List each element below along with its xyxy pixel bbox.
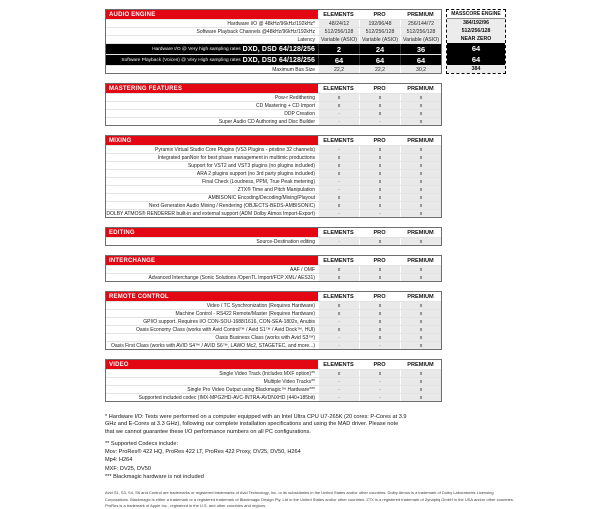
value-cell-pro: x xyxy=(359,274,400,281)
value-cell-elements: x xyxy=(318,302,359,309)
row-label-text: Software Playback Channels @48kHz/96kHz/192kHz xyxy=(196,28,315,35)
value-cell-premium: x xyxy=(400,162,441,169)
row-label xyxy=(106,342,318,349)
row-label xyxy=(106,386,318,393)
value-cell-premium: x xyxy=(400,178,441,185)
masscore-value: 384 xyxy=(447,65,505,73)
table-row xyxy=(106,317,441,325)
value-cell-premium: x xyxy=(400,370,441,377)
value-cell-elements: x xyxy=(318,202,359,209)
row-label-text: Oasis First Class (works with AVID S4™ / AVID S6™, LAWO Mc2, STAGETEC, and more...) xyxy=(110,342,315,349)
row-label-text: Multiple Video Tracks** xyxy=(263,378,315,385)
row-label-text: Integrated panNoir for best phase management in multimic productions xyxy=(157,154,315,161)
table-row xyxy=(106,385,441,393)
row-label-text: Machine Control - RS422 Remote/Master (Requires Hardware) xyxy=(175,310,315,317)
row-label xyxy=(106,146,318,153)
value-cell-pro: x xyxy=(359,310,400,317)
row-label xyxy=(106,102,318,109)
column-header-elements: ELEMENTS xyxy=(318,136,359,145)
value-cell-premium: x xyxy=(400,118,441,125)
row-label-text: Support for VST2 and VST3 plugins (no plugins included) xyxy=(187,162,315,169)
row-label-text: AMBISONIC Encoding/Decoding/Mixing/Playout xyxy=(208,194,315,201)
value-cell-pro: x xyxy=(359,94,400,101)
value-cell-premium: x xyxy=(400,186,441,193)
row-label-text: Hardware I/O @ Very high sampling rates xyxy=(152,46,241,52)
table-row xyxy=(106,333,441,341)
value-cell-premium: x xyxy=(400,94,441,101)
value-cell-elements: x xyxy=(318,194,359,201)
value-cell-premium: x xyxy=(400,210,441,217)
value-cell-elements: - xyxy=(318,110,359,117)
section-header-row xyxy=(106,292,441,301)
value-cell-pro: 24 xyxy=(359,44,400,54)
value-cell-premium: 64 xyxy=(400,55,441,65)
value-cell-pro: - xyxy=(359,210,400,217)
value-cell-premium: x xyxy=(400,394,441,401)
value-cell-elements: - xyxy=(318,186,359,193)
value-cell-elements: 64 xyxy=(318,55,359,65)
row-label xyxy=(106,210,318,217)
row-label-text: Maximum Bus Size xyxy=(272,66,315,73)
section-title: INTERCHANGE xyxy=(106,256,318,265)
value-cell-elements: - xyxy=(318,378,359,385)
value-cell-elements: - xyxy=(318,118,359,125)
row-label xyxy=(106,28,318,35)
row-label-text: Video / TC Synchronization (Requires Hardware) xyxy=(206,302,315,309)
masscore-header: MASSCORE ENGINE xyxy=(447,10,505,19)
value-cell-premium: x xyxy=(400,386,441,393)
row-label-text: Oasis Economy Class (works with Avid Control™ / Avid S1™ / Avid Dock™, HUI) xyxy=(136,326,315,333)
value-cell-pro: - xyxy=(359,342,400,349)
value-cell-premium: x xyxy=(400,102,441,109)
masscore-column xyxy=(446,9,506,74)
section-header-row xyxy=(106,136,441,145)
row-label-text: Pow-r Redithering xyxy=(274,94,315,101)
value-cell-premium: 30,2 xyxy=(400,66,441,73)
value-cell-elements: 22,2 xyxy=(318,66,359,73)
table-row xyxy=(106,377,441,385)
value-cell-pro: x xyxy=(359,102,400,109)
row-label xyxy=(106,274,318,281)
footnote-line: ** Supported Codecs include: xyxy=(105,440,179,447)
table-row xyxy=(106,27,441,35)
masscore-value: NEAR ZERO xyxy=(447,35,505,43)
table-row xyxy=(106,117,441,125)
row-label-text: ZTX® Time and Pitch Manipulation xyxy=(237,186,315,193)
row-label-text: DOLBY ATMOS® RENDERER built-in and external support (ADM Dolby Atmos Import-Export) xyxy=(106,210,315,217)
table-row xyxy=(106,93,441,101)
table-row xyxy=(106,43,441,54)
row-label-text: Single Video Track (Includes MXF option)** xyxy=(219,370,315,377)
table-row xyxy=(106,201,441,209)
value-cell-elements: - xyxy=(318,210,359,217)
footnote-line: MXF: DV25, DV50 xyxy=(105,465,152,472)
row-label xyxy=(106,318,318,325)
table-row xyxy=(106,65,441,73)
footnote-line: Mp4: H264 xyxy=(105,457,133,464)
row-label-text: ARA 2 plugins support (no 3rd party plugins included) xyxy=(196,170,315,177)
table-row xyxy=(106,209,441,217)
row-label xyxy=(106,110,318,117)
column-header-premium: PREMIUM xyxy=(400,256,441,265)
section-mixing xyxy=(105,135,610,218)
section-title: MASTERING FEATURES xyxy=(106,84,318,93)
row-label xyxy=(106,394,318,401)
column-header-elements: ELEMENTS xyxy=(318,256,359,265)
value-cell-elements: - xyxy=(318,334,359,341)
row-label xyxy=(106,238,318,245)
value-cell-elements: x xyxy=(318,102,359,109)
section-audio-engine xyxy=(105,9,610,74)
section-interchange xyxy=(105,255,610,282)
section-table xyxy=(105,227,442,246)
section-table xyxy=(105,359,442,402)
row-label-text: Oasis Business Class (works with Avid S3™) xyxy=(215,334,315,341)
value-cell-premium: x xyxy=(400,378,441,385)
row-label xyxy=(106,55,318,65)
masscore-value: 512/256/128 xyxy=(447,27,505,35)
section-title: REMOTE CONTROL xyxy=(106,292,318,301)
table-row xyxy=(106,169,441,177)
value-cell-elements: Variable (ASIO) xyxy=(318,36,359,43)
table-row xyxy=(106,185,441,193)
section-title: MIXING xyxy=(106,136,318,145)
value-cell-premium: x xyxy=(400,194,441,201)
table-row xyxy=(106,369,441,377)
legal-text: Avid S1, S3, S4, S6 and Control are trademarks or registered trademarks of Avid Technology, Inc. or its subsidiaries in the United States and/or other countries. Dolby Atmos is a trademark of Dolby Laboratories Licensing Corporations. Blackmagic is either a trademark or a registered trademark of Blackmagic Design Pty. Ltd in the United States and/or other countries. ZTX is a registered trademark of Zynaptiq GmbH in the USA and/or other countries. ProRes is a trademark of Apple Inc., registered in the U.S. and other countries and regions. xyxy=(105,490,515,508)
row-label xyxy=(106,66,318,73)
masscore-value: 64 xyxy=(447,54,505,65)
row-label xyxy=(106,44,318,54)
table-row xyxy=(106,35,441,43)
value-cell-premium: x xyxy=(400,342,441,349)
row-label-text: Hardware I/O @ 48kHz/96kHz/192kHz* xyxy=(227,20,315,27)
table-row xyxy=(106,54,441,65)
value-cell-pro: Variable (ASIO) xyxy=(359,36,400,43)
footnote-line: Mov: ProRes® 422 HQ, ProRes 422 LT, ProRes 422 Proxy, DV25, DV50, H264 xyxy=(105,449,301,456)
value-cell-elements: - xyxy=(318,318,359,325)
row-label-text: Final Check (Loudness, PPM, True Peak metering) xyxy=(202,178,315,185)
row-label xyxy=(106,162,318,169)
row-label xyxy=(106,266,318,273)
row-label-text: Super Audio CD Authoring and Disc Builder xyxy=(218,118,315,125)
value-cell-pro: 64 xyxy=(359,55,400,65)
column-header-pro: PRO xyxy=(359,10,400,19)
value-cell-premium: x xyxy=(400,274,441,281)
value-cell-pro: x xyxy=(359,202,400,209)
value-cell-premium: x xyxy=(400,310,441,317)
table-row xyxy=(106,237,441,245)
table-row xyxy=(106,193,441,201)
value-cell-pro: x xyxy=(359,238,400,245)
value-cell-pro: 512/256/128 xyxy=(359,28,400,35)
value-cell-pro: x xyxy=(359,110,400,117)
section-editing xyxy=(105,227,610,246)
row-label xyxy=(106,178,318,185)
value-cell-pro: x xyxy=(359,154,400,161)
column-header-pro: PRO xyxy=(359,84,400,93)
table-row xyxy=(106,325,441,333)
column-header-elements: ELEMENTS xyxy=(318,360,359,369)
row-label-text: Latency xyxy=(297,36,315,43)
column-header-pro: PRO xyxy=(359,360,400,369)
value-cell-pro: 22,2 xyxy=(359,66,400,73)
value-cell-elements: x xyxy=(318,310,359,317)
table-row xyxy=(106,301,441,309)
masscore-value: 64 xyxy=(447,43,505,54)
value-cell-pro: - xyxy=(359,386,400,393)
row-label-text: Source-Destination editing xyxy=(256,238,315,245)
value-cell-elements: - xyxy=(318,238,359,245)
row-label xyxy=(106,186,318,193)
row-label xyxy=(106,302,318,309)
row-label-text: Supported included codec (IMX-MPG2HD-AVC-INTRA-AVDNXHD (440+185bit) xyxy=(138,394,315,401)
value-cell-elements: x xyxy=(318,94,359,101)
table-row xyxy=(106,101,441,109)
value-cell-pro: - xyxy=(359,378,400,385)
column-header-premium: PREMIUM xyxy=(400,360,441,369)
row-label-text: CD Mastering + CD Import xyxy=(255,102,315,109)
value-cell-premium: x xyxy=(400,318,441,325)
section-header-row xyxy=(106,360,441,369)
section-mastering-features xyxy=(105,83,610,126)
column-header-pro: PRO xyxy=(359,136,400,145)
column-header-elements: ELEMENTS xyxy=(318,292,359,301)
row-label-text: GPI/O support. Requires I/O CON-SOU-1688/1616, CON-SEA-1802x, Anubis xyxy=(143,318,315,325)
value-cell-pro: x xyxy=(359,170,400,177)
value-cell-pro: - xyxy=(359,394,400,401)
row-label-text: Software Playback (Voices) @ Very High sampling rates xyxy=(121,57,241,63)
row-label xyxy=(106,194,318,201)
row-label xyxy=(106,202,318,209)
value-cell-pro: x xyxy=(359,334,400,341)
comparison-sections xyxy=(105,9,610,402)
value-cell-premium: x xyxy=(400,154,441,161)
value-cell-premium: x xyxy=(400,326,441,333)
table-row xyxy=(106,177,441,185)
value-cell-elements: 512/256/128 xyxy=(318,28,359,35)
value-cell-pro: x xyxy=(359,266,400,273)
row-label-text: Advanced Interchange (Sonic Solutions /OpenTL Import/FCP XML/ AES31) xyxy=(148,274,315,281)
value-cell-premium: x xyxy=(400,238,441,245)
column-header-pro: PRO xyxy=(359,256,400,265)
value-cell-elements: x xyxy=(318,326,359,333)
section-table xyxy=(105,83,442,126)
table-row xyxy=(106,145,441,153)
row-label xyxy=(106,370,318,377)
footnotes xyxy=(105,414,407,481)
value-cell-elements: - xyxy=(318,146,359,153)
column-header-pro: PRO xyxy=(359,228,400,237)
row-label-text: AAF / OMF xyxy=(290,266,315,273)
value-cell-elements: - xyxy=(318,178,359,185)
column-header-premium: PREMIUM xyxy=(400,136,441,145)
section-title: AUDIO ENGINE xyxy=(106,10,318,19)
section-title: EDITING xyxy=(106,228,318,237)
value-cell-elements: x xyxy=(318,274,359,281)
value-cell-elements: - xyxy=(318,342,359,349)
row-label xyxy=(106,334,318,341)
column-header-elements: ELEMENTS xyxy=(318,10,359,19)
section-header-row xyxy=(106,84,441,93)
masscore-value: 384/192/96 xyxy=(447,19,505,27)
value-cell-premium: Variable (ASIO) xyxy=(400,36,441,43)
value-cell-premium: x xyxy=(400,170,441,177)
value-cell-premium: x xyxy=(400,266,441,273)
value-cell-premium: 36 xyxy=(400,44,441,54)
section-header-row xyxy=(106,228,441,237)
table-row xyxy=(106,393,441,401)
row-label-text: Next Generation Audio Mixing / Rendering (OBJECTS-BEDS-AMBISONIC) xyxy=(148,202,315,209)
section-table xyxy=(105,135,442,218)
value-cell-premium: x xyxy=(400,146,441,153)
value-cell-elements: - xyxy=(318,394,359,401)
row-label-text: DDP Creation xyxy=(284,110,315,117)
value-cell-premium: 512/256/128 xyxy=(400,28,441,35)
row-label xyxy=(106,154,318,161)
table-row xyxy=(106,309,441,317)
table-row xyxy=(106,265,441,273)
value-cell-pro: x xyxy=(359,178,400,185)
value-cell-premium: x xyxy=(400,110,441,117)
footnote-line: * Hardware I/O: Tests were performed on a computer equipped with an Intel Ultra CPU U7-265K (20 cores: P-Cores at 3.9 GHz and E-Cores at 3.3 GHz), following our complete installation specifications and using the MAD driver. Please note that we cannot guarantee these I/O performance numbers on all PC configurations. xyxy=(105,414,407,435)
value-cell-premium: x xyxy=(400,202,441,209)
row-label xyxy=(106,20,318,27)
row-label xyxy=(106,118,318,125)
value-cell-pro: x xyxy=(359,162,400,169)
table-row xyxy=(106,273,441,281)
column-header-elements: ELEMENTS xyxy=(318,228,359,237)
row-label xyxy=(106,378,318,385)
column-header-premium: PREMIUM xyxy=(400,228,441,237)
value-cell-premium: x xyxy=(400,334,441,341)
column-header-pro: PRO xyxy=(359,292,400,301)
value-cell-pro: x xyxy=(359,194,400,201)
value-cell-pro: x xyxy=(359,370,400,377)
section-table xyxy=(105,291,442,350)
column-header-premium: PREMIUM xyxy=(400,10,441,19)
row-label xyxy=(106,36,318,43)
value-cell-premium: 256/144/72 xyxy=(400,20,441,27)
row-label-highlight: DXD, DSD 64/128/256 xyxy=(242,45,315,53)
section-table xyxy=(105,255,442,282)
row-label xyxy=(106,310,318,317)
value-cell-pro: x xyxy=(359,318,400,325)
table-row xyxy=(106,153,441,161)
row-label-text: Single Pro Video Output using Blackmagic™ Hardware*** xyxy=(187,386,315,393)
column-header-elements: ELEMENTS xyxy=(318,84,359,93)
footnote-line: *** Blackmagic hardware is not included xyxy=(105,473,204,480)
row-label-text: Pyramix Virtual Studio Core Plugins (VS3 Plugins - pristine 32 channels) xyxy=(155,146,315,153)
value-cell-elements: x xyxy=(318,170,359,177)
value-cell-elements: x xyxy=(318,162,359,169)
value-cell-elements: - xyxy=(318,386,359,393)
table-row xyxy=(106,341,441,349)
value-cell-pro: x xyxy=(359,186,400,193)
row-label-highlight: DXD, DSD 64/128/256 xyxy=(242,56,315,64)
section-video xyxy=(105,359,610,402)
value-cell-elements: 48/24/12 xyxy=(318,20,359,27)
value-cell-elements: x xyxy=(318,266,359,273)
value-cell-pro: x xyxy=(359,326,400,333)
value-cell-elements: x xyxy=(318,370,359,377)
section-table xyxy=(105,9,442,74)
section-header-row xyxy=(106,256,441,265)
table-row xyxy=(106,109,441,117)
section-remote-control xyxy=(105,291,610,350)
column-header-premium: PREMIUM xyxy=(400,84,441,93)
value-cell-pro: - xyxy=(359,118,400,125)
section-title: VIDEO xyxy=(106,360,318,369)
value-cell-pro: 192/96/48 xyxy=(359,20,400,27)
row-label xyxy=(106,326,318,333)
table-row xyxy=(106,19,441,27)
value-cell-pro: x xyxy=(359,302,400,309)
value-cell-elements: x xyxy=(318,154,359,161)
column-header-premium: PREMIUM xyxy=(400,292,441,301)
row-label xyxy=(106,170,318,177)
value-cell-premium: x xyxy=(400,302,441,309)
table-row xyxy=(106,161,441,169)
value-cell-pro: x xyxy=(359,146,400,153)
value-cell-elements: 2 xyxy=(318,44,359,54)
section-header-row xyxy=(106,10,441,19)
row-label xyxy=(106,94,318,101)
